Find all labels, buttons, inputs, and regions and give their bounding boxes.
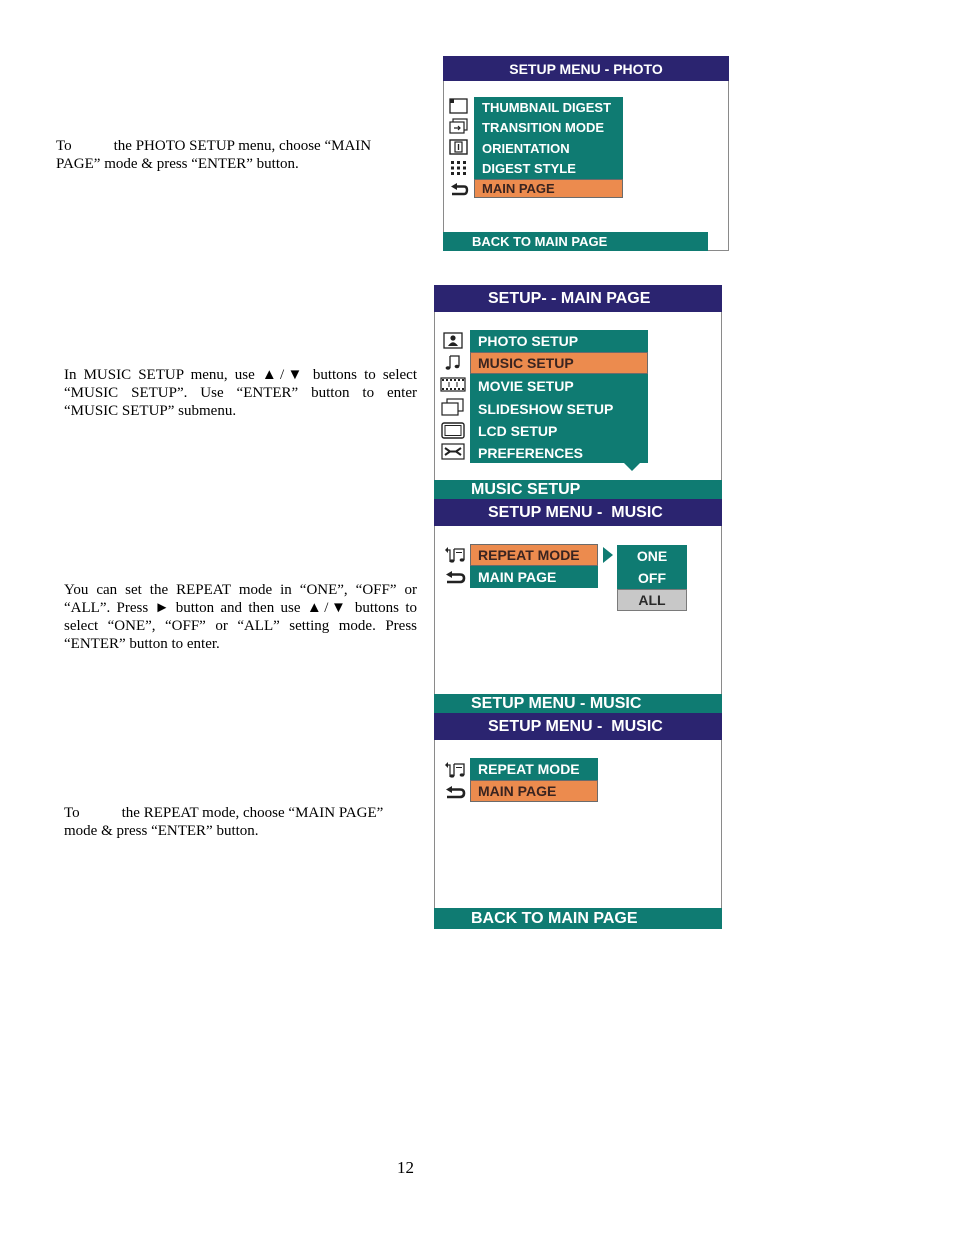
back-to-main-page-bar[interactable]: BACK TO MAIN PAGE [443,232,708,251]
text-part: To [56,138,72,154]
lcd-screen-icon [441,422,465,439]
repeat-exit-instruction [64,804,417,840]
slideshow-icon [441,398,465,416]
menu-item-main-page-selected[interactable]: MAIN PAGE [470,780,598,802]
return-arrow-icon [449,181,469,197]
menu-item-photo-setup[interactable]: PHOTO SETUP [470,330,648,352]
menu-item-preferences[interactable]: PREFERENCES [470,442,648,463]
repeat-option-one[interactable]: ONE [617,545,687,567]
menu-item-orientation[interactable]: ORIENTATION [474,138,623,158]
menu-item-slideshow-setup[interactable]: SLIDESHOW SETUP [470,397,648,420]
back-to-main-page-bar[interactable]: BACK TO MAIN PAGE [434,908,722,929]
wrench-icon [441,443,465,460]
text-part: the REPEAT mode, choose “MAIN PAGE” [121,805,384,821]
music-main-screen [434,713,722,929]
menu-item-digest-style[interactable]: DIGEST STYLE [474,158,623,179]
music-enter-instruction: In MUSIC SETUP menu, use ▲/▼ buttons to select “MUSIC SETUP”. Use “ENTER” button to enter “MUSIC SETUP” submenu. [64,367,417,419]
main-page-title: SETUP- - MAIN PAGE [434,285,722,312]
menu-item-main-page[interactable]: MAIN PAGE [470,566,598,588]
thumbnail-icon [449,98,469,114]
music-setup-status-bar: MUSIC SETUP [434,480,722,499]
menu-item-transition-mode[interactable]: TRANSITION MODE [474,117,623,138]
repeat-music-icon [443,546,467,564]
menu-item-music-setup-selected[interactable]: MUSIC SETUP [470,352,648,374]
return-arrow-icon [444,569,466,585]
submenu-arrow-icon [602,546,614,564]
menu-item-movie-setup[interactable]: MOVIE SETUP [470,374,648,397]
menu-item-thumbnail-digest[interactable]: THUMBNAIL DIGEST [474,97,623,117]
return-arrow-icon [444,784,466,800]
music-menu-status-bar: SETUP MENU - MUSIC [434,694,722,713]
repeat-set-instruction: You can set the REPEAT mode in “ONE”, “OFF” or “ALL”. Press ► button and then use ▲/▼ buttons to select “ONE”, “OFF” or “ALL” setting mode. Press “ENTER” button to enter. [64,582,417,652]
scroll-down-arrow-icon[interactable] [623,462,641,472]
person-photo-icon [442,332,464,349]
menu-item-repeat-mode-selected[interactable]: REPEAT MODE [470,544,598,566]
music-main-title: SETUP MENU - MUSIC [434,713,722,740]
repeat-music-icon [443,761,467,779]
text-part: the PHOTO SETUP menu, choose “MAIN [113,138,372,154]
text-part: PAGE” mode & press “ENTER” button. [56,156,299,172]
digest-grid-icon [449,160,469,176]
menu-item-lcd-setup[interactable]: LCD SETUP [470,420,648,442]
menu-item-repeat-mode[interactable]: REPEAT MODE [470,758,598,780]
music-repeat-title: SETUP MENU - MUSIC [434,499,722,526]
film-strip-icon [440,377,466,392]
text-part: mode & press “ENTER” button. [64,823,259,839]
music-note-icon [442,354,464,371]
repeat-option-all[interactable]: ALL [617,589,687,611]
orientation-icon [449,139,469,155]
photo-setup-title: SETUP MENU - PHOTO [443,56,729,81]
photo-exit-instruction [56,137,396,173]
page-number: 12 [397,1158,414,1177]
repeat-option-off[interactable]: OFF [617,567,687,589]
text-part: To [64,805,80,821]
transition-icon [449,118,469,134]
menu-item-main-page-selected[interactable]: MAIN PAGE [474,179,623,198]
